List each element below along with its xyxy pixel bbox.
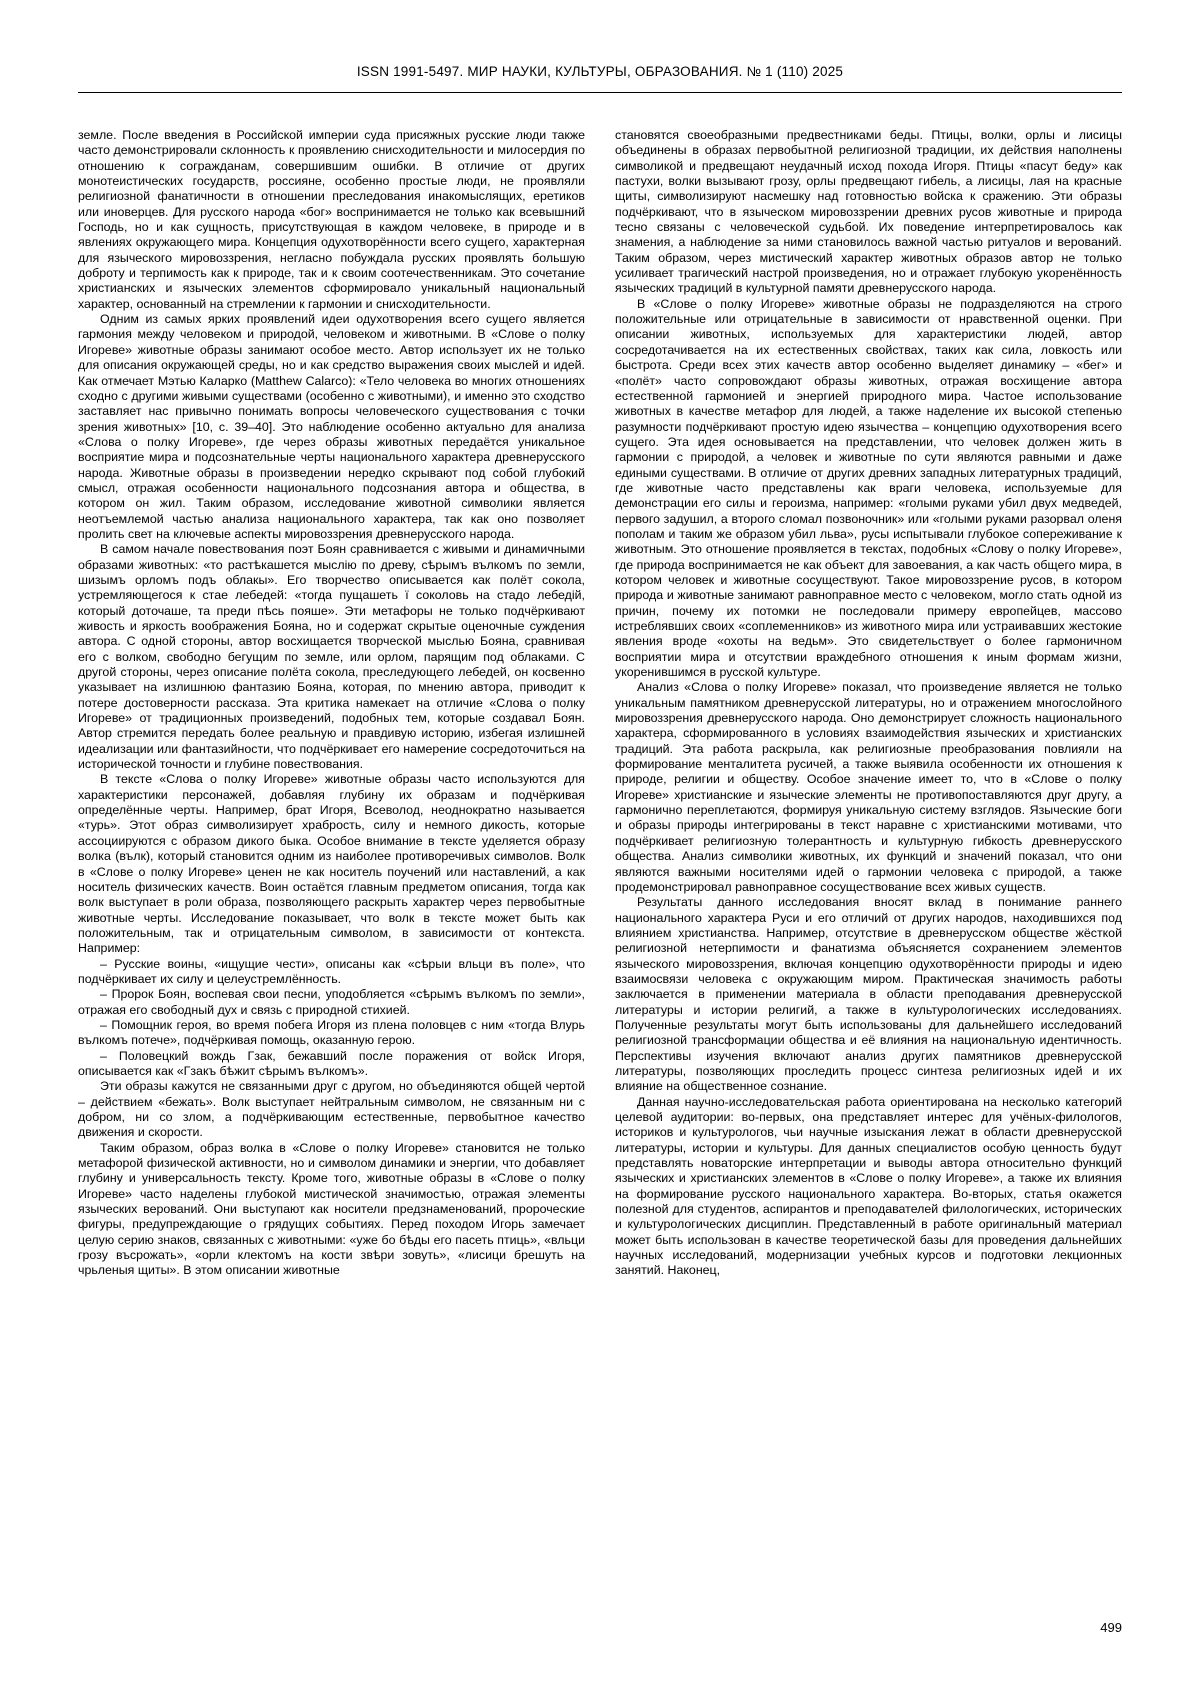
article-body — [78, 128, 1122, 1279]
list-item: – Русские воины, «ищущие чести», описаны как «сѣрыи вльци въ поле», что подчёркивает их силу и целеустремлённость. — [78, 956, 585, 986]
page-number: 499 — [1100, 1620, 1122, 1635]
paragraph: В тексте «Слова о полку Игореве» животные образы часто используются для характеристики персонажей, добавляя глубину их образам и подчёркивая определённые черты. Например, брат Игоря, Всеволод, неоднократно называется «турь». Этот образ символизирует храбрость, силу и немного дикость, которые ассоциируются с образом дикого быка. Особое внимание в тексте уделяется образу волка (вълк), который становится одним из наиболее противоречивых символов. Волк в «Слове о полку Игореве» ценен не как носитель поучений или наставлений, а как носитель физических качеств. Воин остаётся главным предметом описания, тогда как волк выступает в роли образа, позволяющего раскрыть характер через первобытные животные черты. Исследование показывает, что волк в тексте может быть как положительным, так и отрицательным символом, в зависимости от контекста. Например: — [78, 772, 585, 956]
paragraph: становятся своеобразными предвестниками беды. Птицы, волки, орлы и лисицы объединены в образах первобытной религиозной традиции, их действия наполнены символикой и предвещают неудачный исход похода Игоря. Птицы «пасут беду» как пастухи, волки вызывают грозу, орлы предвещают гибель, а лисицы, лая на красные щиты, символизируют насмешку над готовностью войска к сражению. Эти образы подчёркивают, что в языческом мировоззрении древних русов животные и природа тесно связаны с человеческой судьбой. Их поведение интерпретировалось как знамения, а наблюдение за ними становилось важной частью ритуалов и верований. Таким образом, через мистический характер животных образов автор не только усиливает трагический настрой произведения, но и отражает глубокую укоренённость языческих традиций в культурной памяти древнерусского народа. — [615, 128, 1122, 296]
list-item: – Помощник героя, во время побега Игоря из плена половцев с ним «тогда Влурь вълкомъ потече», подчёркивая помощь, оказанную герою. — [78, 1017, 585, 1048]
paragraph: В «Слове о полку Игореве» животные образы не подразделяются на строго положительные или отрицательные в зависимости от нравственной оценки. При описании животных, используемых для характеристики людей, автор сосредотачивается на их естественных свойствах, таких как сила, ловкость или быстрота. Среди всех этих качеств автор особенно выделяет динамику – «бег» и «полёт» часто сопровождают образы животных, отражая восхищение автора естественной гармонией и энергией природного мира. Частое использование животных в качестве метафор для людей, а также наделение их высокой степенью разумности подчёркивают простую идею язычества – концепцию одухотворения всего сущего. Эта идея основывается на представлении, что человек должен жить в гармонии с природой, а человек и животные по сути являются равными и даже едиными существами. В отличие от других древних западных литературных традиций, где животные часто представлены как враги человека, используемые для демонстрации его силы и героизма, например: «голыми руками убил двух медведей, первого задушил, а второго сломал позвоночник» или «голыми руками разорвал оленя пополам и таким же образом убил льва», русы испытывали глубокое сопереживание к животным. Это отношение проявляется в текстах, подобных «Слову о полку Игореве», где природа воспринимается не как объект для завоевания, а как часть общего мира, в котором человек и животные сосуществуют. Такое мировоззрение русов, в котором природа и животные занимают равноправное место с человеком, могло стать одной из причин, почему их потомки не последовали примеру европейцев, массово истреблявших своих «соплеменников» из животного мира или устраивавших жестокие явления вроде «охоты на ведьм». Это свидетельствует о более гармоничном восприятии мира и отсутствии враждебного отношения к иным формам жизни, укоренившимся в русской культуре. — [615, 296, 1122, 680]
paragraph: Одним из самых ярких проявлений идеи одухотворения всего сущего является гармония между человеком и природой, человеком и животными. В «Слове о полку Игореве» животные образы занимают особое место. Автор использует их не только для описания окружающей среды, но и как средство выражения своих мыслей и идей. Как отмечает Мэтью Каларко (Matthew Calarco): «Тело человека во многих отношениях сходно с другими живыми существами (особенно с животными), и именно это сходство заставляет нас привычно понимать вопросы человеческого существования с точки зрения животных» [10, с. 39–40]. Это наблюдение особенно актуально для анализа «Слова о полку Игореве», где через образы животных передаётся уникальное восприятие мира и подсознательные черты национального характера древнерусского народа. Животные образы в произведении нередко скрывают под собой глубокий смысл, отражая особенности национального подсознания автора и общества, в котором он жил. Таким образом, исследование животной символики является неотъемлемой частью анализа национального характера, так как оно позволяет пролить свет на ключевые аспекты мировоззрения древнерусского народа. — [78, 312, 585, 541]
paragraph: Анализ «Слова о полку Игореве» показал, что произведение является не только уникальным памятником древнерусской литературы, но и отражением многослойного мировоззрения древнерусского народа. Оно демонстрирует сложность национального характера, сформированного в условиях взаимодействия языческих и христианских традиций. Эта работа раскрыла, как религиозные преобразования повлияли на формирование менталитета русичей, а также выявила особенности их отношения к природе, религии и обществу. Особое значение имеет то, что в «Слове о полку Игореве» христианские и языческие элементы не противопоставляются друг другу, а гармонично переплетаются, формируя уникальную систему взглядов. Языческие боги и образы природы интегрированы в текст наравне с христианскими мотивами, что подчёркивает религиозную толерантность и культурную гибкость древнерусского общества. Анализ символики животных, их функций и значений показал, что они являются важными носителями идей о гармонии человека с природой, а также продемонстрировал равноправное сосуществование всех живых существ. — [615, 680, 1122, 894]
paragraph: Данная научно-исследовательская работа ориентирована на несколько категорий целевой аудитории: во-первых, она представляет интерес для учёных-филологов, историков и культурологов, чьи научные изыскания лежат в области древнерусской литературы, истории и культуры. Для данных специалистов особую ценность будут представлять новаторские интерпретации и выводы автора относительно функций языческих и христианских элементов в «Слове о полку Игореве», а также их влияния на формирование русского национального характера. Во-вторых, статья окажется полезной для студентов, аспирантов и преподавателей филологических, исторических и культурологических дисциплин. Представленный в работе оригинальный материал может быть использован в качестве теоретической базы для проведения дальнейших научных исследований, модернизации учебных курсов и подготовки лекционных занятий. Наконец, — [615, 1094, 1122, 1278]
paragraph: земле. После введения в Российской империи суда присяжных русские люди также часто демонстрировали склонность к проявлению снисходительности и милосердия по отношению к согражданам, совершившим ошибки. В отличие от других монотеистических государств, россияне, особенно простые люди, не проявляли религиозной фанатичности в отношении преследования инакомыслящих, еретиков или иноверцев. Для русского народа «бог» воспринимается не только как всевышний Господь, но и как сущность, присутствующая в каждом человеке, в природе и в явлениях окружающего мира. Концепция одухотворённости всего сущего, характерная для языческого мировоззрения, негласно побуждала русских проявлять большую доброту и терпимость как к природе, так и к своим соотечественникам. Это сочетание христианских и языческих элементов сформировало уникальный национальный характер, основанный на стремлении к гармонии и снисходительности. — [78, 128, 585, 311]
left-column — [78, 128, 585, 1279]
list-item: – Половецкий вождь Гзак, бежавший после поражения от войск Игоря, описывается как «Гзакъ бѣжит сѣрымъ вълкомъ». — [78, 1048, 585, 1078]
right-column — [615, 128, 1122, 1279]
list-item: – Пророк Боян, воспевая свои песни, уподобляется «сѣрымъ вълкомъ по земли», отражая его свободный дух и связь с природной стихией. — [78, 987, 585, 1017]
paragraph: Эти образы кажутся не связанными друг с другом, но объединяются общей чертой – действием «бежать». Волк выступает нейтральным символом, не связанным ни с добром, ни со злом, а подчёркивающим естественные, первобытное качество движения и скорости. — [78, 1079, 585, 1140]
paragraph: Результаты данного исследования вносят вклад в понимание раннего национального характера Руси и его отличий от других народов, находившихся под влиянием христианства. Например, отсутствие в древнерусском обществе жёсткой религиозной нетерпимости и фанатизма объясняется сохранением элементов языческого мировоззрения, включая концепцию одухотворённости природы и идею взаимосвязи человека с окружающим миром. Практическая значимость работы заключается в применении материала в области преподавания древнерусской литературы и истории религий, а также в культурологических исследованиях. Полученные результаты могут быть использованы для дальнейшего исследований религиозной трансформации общества и её влияния на национальную идентичность. Перспективы изучения включают анализ других памятников древнерусской литературы, позволяющих проследить процесс синтеза религиозных идей и их влияние на общественное сознание. — [615, 895, 1122, 1094]
header-divider — [78, 92, 1122, 93]
paragraph: Таким образом, образ волка в «Слове о полку Игореве» становится не только метафорой физической активности, но и символом динамики и энергии, что добавляет глубину и универсальность тексту. Кроме того, животные образы в «Слове о полку Игореве» часто наделены глубокой мистической значимостью, отражая элементы языческих верований. Они выступают как носители предзнаменований, пророческие фигуры, предупреждающие о грядущих событиях. Перед походом Игорь замечает целую серию знаков, связанных с животными: «уже бо бѣды его пасеть птиць», «вльци грозу въсрожать», «орли клектомъ на кости звѣри зовуть», «лисици брешуть на чрьленыя щиты». В этом описании животные — [78, 1140, 585, 1278]
running-head: ISSN 1991-5497. МИР НАУКИ, КУЛЬТУРЫ, ОБРАЗОВАНИЯ. № 1 (110) 2025 — [356, 64, 844, 79]
paragraph: В самом начале повествования поэт Боян сравнивается с живыми и динамичными образами животных: «то растѣкашется мыслію по древу, сѣрымъ вълкомъ по земли, шизымъ орломъ подъ облакы». Его творчество описывается как полёт сокола, устремляющегося к стае лебедей: «тогда пущашеть ї соколовь на стадо лебедій, который доточаше, та преди пѣсь пояше». Эти метафоры не только подчёркивают живость и яркость воображения Бояна, но и содержат скрытые оценочные суждения автора. С одной стороны, автор восхищается творческой мыслью Бояна, сравнивая его с волком, свободно бегущим по земле, или орлом, парящим под облаками. С другой стороны, через описание полёта сокола, преследующего лебедей, он косвенно указывает на излишнюю фантазию Бояна, которая, по мнению автора, приводит к потере достоверности рассказа. Эта критика намекает на отличие «Слова о полку Игореве» от традиционных произведений, подобных тем, которые создавал Боян. Автор стремится передать более реальную и правдивую историю, избегая излишней идеализации или фантазийности, что подчёркивает его намерение сосредоточиться на исторической точности и глубине повествования. — [78, 542, 585, 772]
